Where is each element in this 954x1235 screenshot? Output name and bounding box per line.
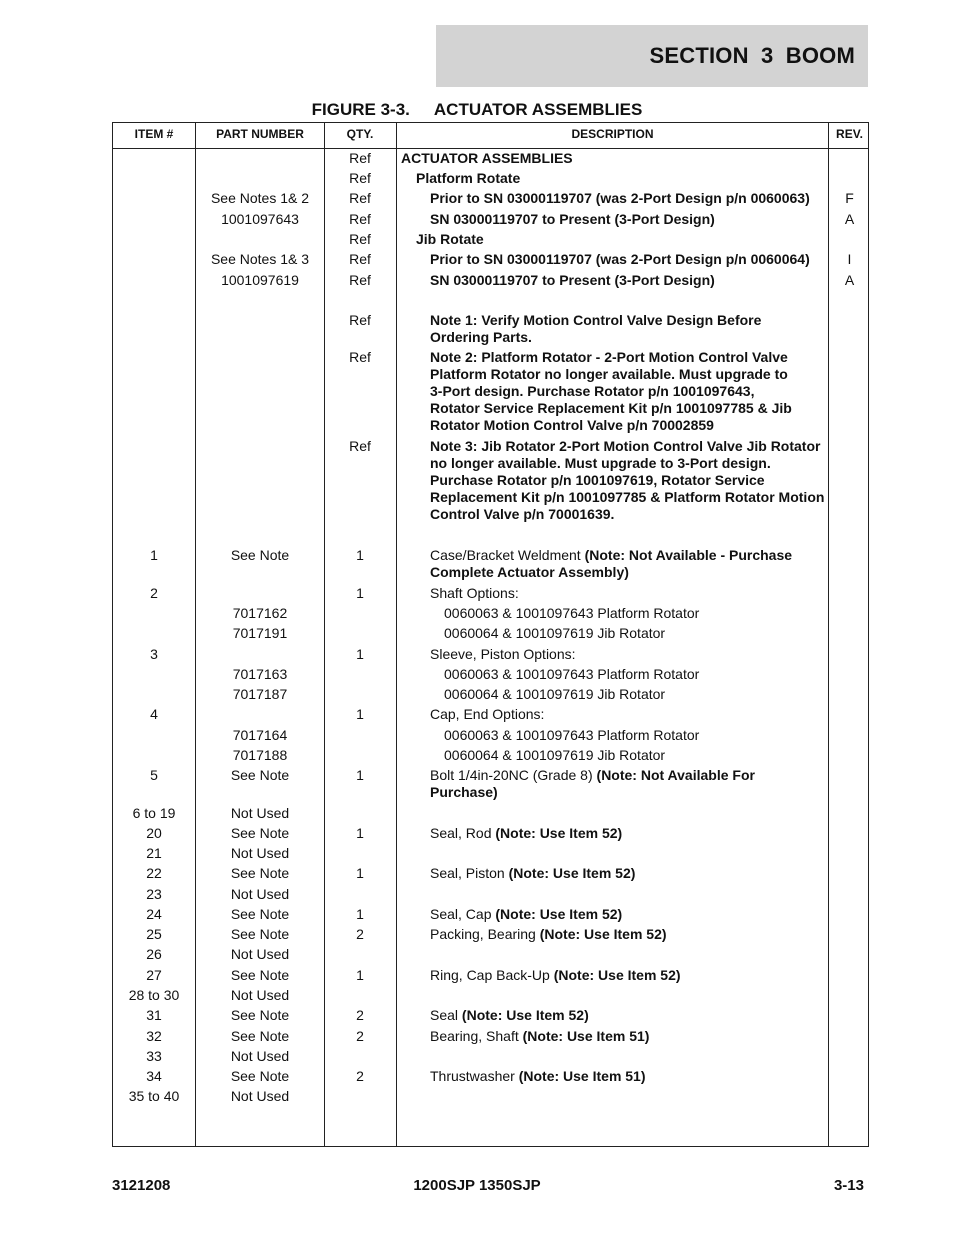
item-cell: 32 <box>146 1028 162 1044</box>
description-cell <box>397 967 860 984</box>
item-cell: 2 <box>150 585 158 601</box>
header-qty: QTY. <box>346 127 374 141</box>
qty-cell: 1 <box>356 547 364 563</box>
description-text: Platform Rotate <box>416 170 521 186</box>
qty-cell: Ref <box>349 438 371 454</box>
description-text: 0060063 & 1001097643 Platform Rotator <box>444 605 700 621</box>
item-cell: 5 <box>150 767 158 783</box>
qty-cell: 1 <box>356 967 364 983</box>
description-cell <box>397 1028 860 1045</box>
rev-cell: A <box>844 211 855 227</box>
figure-title <box>0 100 954 120</box>
description-cell <box>397 1068 860 1085</box>
rev-cell: I <box>847 251 852 267</box>
part-number-cell: See Note <box>230 1028 290 1044</box>
item-cell: 26 <box>146 946 162 962</box>
item-cell: 21 <box>146 845 162 861</box>
qty-cell: Ref <box>349 312 371 328</box>
item-cell: 20 <box>146 825 162 841</box>
qty-cell: 1 <box>356 767 364 783</box>
rev-cell: A <box>844 272 855 288</box>
item-cell: 25 <box>146 926 162 942</box>
part-number-cell: Not Used <box>230 946 290 962</box>
qty-cell: 1 <box>356 825 364 841</box>
section-title: SECTION 3 BOOM <box>649 43 855 68</box>
qty-cell: Ref <box>349 231 371 247</box>
qty-cell: 2 <box>356 926 364 942</box>
description-text: ACTUATOR ASSEMBLIES <box>401 150 573 166</box>
description-note: (Note: Use Item 52) <box>508 865 636 881</box>
part-number-cell: 7017188 <box>232 747 288 763</box>
description-cell <box>397 865 860 882</box>
description-text: Bolt 1/4in-20NC (Grade 8) <box>430 767 597 783</box>
item-cell: 4 <box>150 706 158 722</box>
part-number-cell: See Note <box>230 865 290 881</box>
description-cell <box>397 825 860 842</box>
header-part-number: PART NUMBER <box>216 127 304 141</box>
item-cell: 28 to 30 <box>128 987 180 1003</box>
item-cell: 34 <box>146 1068 162 1084</box>
qty-cell: Ref <box>349 251 371 267</box>
qty-cell: Ref <box>349 170 371 186</box>
header-divider <box>113 148 868 149</box>
item-cell: 27 <box>146 967 162 983</box>
footer-doc-number: 3121208 <box>112 1177 171 1194</box>
description-text: Seal <box>430 1007 462 1023</box>
qty-cell: Ref <box>349 150 371 166</box>
qty-cell: 2 <box>356 1068 364 1084</box>
qty-cell: 1 <box>356 906 364 922</box>
figure-label: FIGURE 3-3. <box>311 100 410 119</box>
item-cell: 6 to 19 <box>132 805 176 821</box>
footer-models: 1200SJP 1350SJP <box>413 1177 541 1194</box>
part-number-cell: Not Used <box>230 845 290 861</box>
item-cell: 33 <box>146 1048 162 1064</box>
section-header <box>436 25 868 87</box>
description-text: 0060063 & 1001097643 Platform Rotator <box>444 666 700 682</box>
description-cell <box>397 625 874 642</box>
description-cell <box>397 727 874 744</box>
item-cell: 31 <box>146 1007 162 1023</box>
part-number-cell: Not Used <box>230 1088 290 1104</box>
description-cell <box>397 547 860 581</box>
part-number-cell: 7017163 <box>232 666 288 682</box>
description-text: Prior to SN 03000119707 (was 2-Port Design p/n 0060064) <box>430 251 810 267</box>
description-cell <box>397 585 860 602</box>
part-number-cell: 1001097643 <box>221 211 299 227</box>
qty-cell: 1 <box>356 865 364 881</box>
description-cell <box>397 312 860 346</box>
description-text: Seal, Piston <box>430 865 509 881</box>
part-number-cell: Not Used <box>230 886 290 902</box>
part-number-cell: 1001097619 <box>221 272 299 288</box>
description-text: SN 03000119707 to Present (3-Port Design) <box>430 272 715 288</box>
part-number-cell: See Note <box>230 825 290 841</box>
description-note: (Note: Use Item 52) <box>539 926 667 942</box>
part-number-cell: Not Used <box>230 1048 290 1064</box>
description-cell <box>397 926 860 943</box>
qty-cell: Ref <box>349 211 371 227</box>
description-cell <box>397 747 874 764</box>
description-cell <box>397 686 874 703</box>
description-note: (Note: Use Item 52) <box>461 1007 589 1023</box>
description-note: (Note: Not Available For Purchase) <box>430 767 755 800</box>
description-text: Shaft Options: <box>430 585 519 601</box>
header-item: ITEM # <box>134 127 174 141</box>
qty-cell: 1 <box>356 585 364 601</box>
description-text: 0060064 & 1001097619 Jib Rotator <box>444 686 666 702</box>
description-text: Seal, Cap <box>430 906 496 922</box>
description-cell <box>397 349 860 434</box>
description-cell <box>397 211 860 228</box>
footer-page-number: 3-13 <box>833 1177 864 1194</box>
item-cell: 35 to 40 <box>128 1088 180 1104</box>
description-text: Sleeve, Piston Options: <box>430 646 576 662</box>
description-text: Case/Bracket Weldment <box>430 547 585 563</box>
part-number-cell: 7017191 <box>232 625 288 641</box>
part-number-cell: 7017164 <box>232 727 288 743</box>
part-number-cell: 7017187 <box>232 686 288 702</box>
description-cell <box>397 767 860 801</box>
part-number-cell: See Note <box>230 767 290 783</box>
qty-cell: 2 <box>356 1007 364 1023</box>
description-text: Note 3: Jib Rotator 2-Port Motion Control Valve Jib Rotator no longer available. Must upgrade to 3-Port design. Purchase Rotator p/n 1001097619, Rotator Service Replacement Kit p/n 1001097785 & Platform Rotator Motion Control Valve p/n 70001639. <box>430 438 825 522</box>
description-cell <box>397 706 860 723</box>
part-number-cell: See Note <box>230 1068 290 1084</box>
description-cell <box>397 646 860 663</box>
parts-table <box>112 122 869 1147</box>
part-number-cell: See Note <box>230 1007 290 1023</box>
description-text: SN 03000119707 to Present (3-Port Design) <box>430 211 715 227</box>
description-note: (Note: Use Item 52) <box>495 906 623 922</box>
description-text: Note 2: Platform Rotator - 2-Port Motion Control Valve Platform Rotator no longer available. Must upgrade to 3-Port design. Purchase Rotator p/n 1001097643, Rotator Service Replacement Kit p/n 1001097785 & Jib Rotator Motion Control Valve p/n 70002859 <box>430 349 792 433</box>
item-cell: 24 <box>146 906 162 922</box>
qty-cell: 1 <box>356 706 364 722</box>
description-note: (Note: Use Item 52) <box>553 967 681 983</box>
part-number-cell: See Note <box>230 967 290 983</box>
part-number-cell: See Notes 1& 2 <box>210 190 310 206</box>
description-text: Note 1: Verify Motion Control Valve Design Before Ordering Parts. <box>430 312 762 345</box>
rev-cell: F <box>845 190 854 206</box>
header-description: DESCRIPTION <box>571 127 654 141</box>
description-cell <box>397 438 860 523</box>
description-cell <box>397 1007 860 1024</box>
item-cell: 23 <box>146 886 162 902</box>
part-number-cell: See Note <box>230 906 290 922</box>
part-number-cell: Not Used <box>230 987 290 1003</box>
description-text: Packing, Bearing <box>430 926 540 942</box>
description-text: Prior to SN 03000119707 (was 2-Port Design p/n 0060063) <box>430 190 810 206</box>
description-note: (Note: Not Available - Purchase Complete Actuator Assembly) <box>430 547 793 580</box>
description-text: 0060063 & 1001097643 Platform Rotator <box>444 727 700 743</box>
description-text: Thrustwasher <box>430 1068 519 1084</box>
item-cell: 3 <box>150 646 158 662</box>
description-cell <box>397 231 846 248</box>
description-text: Seal, Rod <box>430 825 496 841</box>
qty-cell: Ref <box>349 190 371 206</box>
description-text: 0060064 & 1001097619 Jib Rotator <box>444 625 666 641</box>
description-text: Jib Rotate <box>416 231 484 247</box>
header-rev: REV. <box>836 127 863 141</box>
part-number-cell: Not Used <box>230 805 290 821</box>
qty-cell: Ref <box>349 349 371 365</box>
description-note: (Note: Use Item 51) <box>522 1028 650 1044</box>
description-cell <box>397 906 860 923</box>
qty-cell: 1 <box>356 646 364 662</box>
description-cell <box>397 190 860 207</box>
figure-name: ACTUATOR ASSEMBLIES <box>433 100 643 119</box>
qty-cell: 2 <box>356 1028 364 1044</box>
part-number-cell: See Notes 1& 3 <box>210 251 310 267</box>
description-text: Bearing, Shaft <box>430 1028 523 1044</box>
qty-cell: Ref <box>349 272 371 288</box>
description-text: 0060064 & 1001097619 Jib Rotator <box>444 747 666 763</box>
description-text: Cap, End Options: <box>430 706 545 722</box>
description-cell <box>397 272 860 289</box>
item-cell: 1 <box>150 547 158 563</box>
description-cell <box>397 251 860 268</box>
description-cell <box>397 666 874 683</box>
description-cell <box>397 150 831 167</box>
description-text: Ring, Cap Back-Up <box>430 967 554 983</box>
item-cell: 22 <box>146 865 162 881</box>
description-cell <box>397 605 874 622</box>
part-number-cell: See Note <box>230 926 290 942</box>
part-number-cell: See Note <box>230 547 290 563</box>
description-cell <box>397 170 846 187</box>
part-number-cell: 7017162 <box>232 605 288 621</box>
description-note: (Note: Use Item 51) <box>518 1068 646 1084</box>
description-note: (Note: Use Item 52) <box>495 825 623 841</box>
